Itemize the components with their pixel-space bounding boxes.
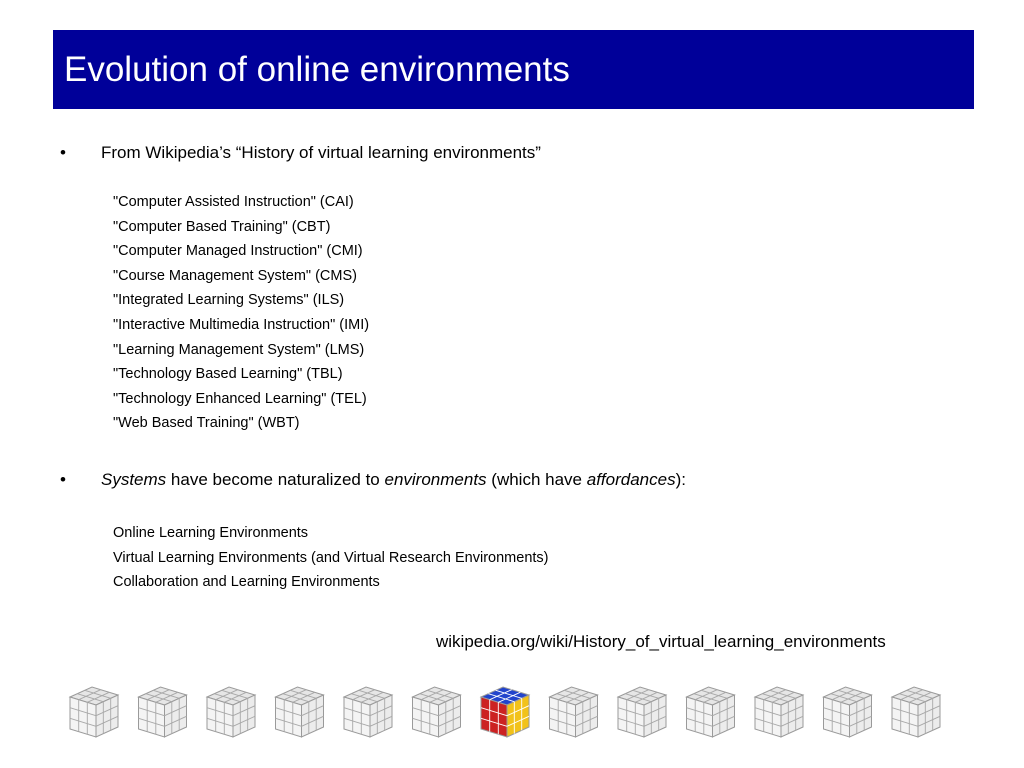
bullet-2-emphasis: Systems bbox=[101, 470, 167, 489]
cube-icon bbox=[618, 687, 666, 737]
cube-icon bbox=[70, 687, 118, 737]
cube-icon bbox=[207, 687, 255, 737]
bullet-2-segment: ): bbox=[675, 470, 686, 489]
cube-icon bbox=[139, 687, 187, 737]
cube-icon bbox=[824, 687, 872, 737]
title-bar bbox=[53, 30, 974, 109]
list-item: Online Learning Environments bbox=[113, 525, 309, 541]
cube-icon bbox=[413, 687, 461, 737]
list-item: "Learning Management System" (LMS) bbox=[113, 341, 365, 358]
bullet-1-sublist bbox=[113, 190, 369, 436]
list-item: Collaboration and Learning Environments bbox=[113, 574, 380, 591]
slide-title: Evolution of online environments bbox=[64, 50, 570, 89]
cube-icon bbox=[344, 687, 392, 737]
cube-strip bbox=[65, 681, 960, 743]
bullet-2-emphasis: affordances bbox=[586, 470, 676, 489]
list-item: "Technology Based Learning" (TBL) bbox=[113, 366, 343, 383]
bullet-2-text bbox=[101, 470, 686, 490]
bullet-2-sublist bbox=[113, 521, 549, 595]
bullet-marker: • bbox=[60, 143, 66, 162]
cube-icon bbox=[276, 687, 324, 737]
colored-cube-icon bbox=[481, 687, 529, 737]
bullet-1-text: From Wikipedia’s “History of virtual learning environments” bbox=[101, 143, 541, 162]
list-item: "Interactive Multimedia Instruction" (IMI) bbox=[113, 316, 370, 333]
list-item: Virtual Learning Environments (and Virtual Research Environments) bbox=[113, 549, 549, 566]
list-item: "Computer Assisted Instruction" (CAI) bbox=[113, 194, 354, 210]
list-item: "Integrated Learning Systems" (ILS) bbox=[113, 292, 345, 309]
bullet-marker: • bbox=[60, 470, 66, 489]
list-item: "Computer Managed Instruction" (CMI) bbox=[113, 243, 363, 260]
list-item: "Technology Enhanced Learning" (TEL) bbox=[113, 390, 367, 407]
list-item: "Course Management System" (CMS) bbox=[113, 267, 357, 284]
bullet-2-segment: (which have bbox=[486, 470, 587, 489]
list-item: "Web Based Training" (WBT) bbox=[113, 415, 300, 432]
source-link[interactable]: wikipedia.org/wiki/History_of_virtual_learning_environments bbox=[436, 632, 886, 651]
bullet-2-emphasis: environments bbox=[384, 470, 487, 489]
list-item: "Computer Based Training" (CBT) bbox=[113, 218, 331, 235]
cube-icon bbox=[550, 687, 598, 737]
cube-icon bbox=[687, 687, 735, 737]
bullet-2-segment: have become naturalized to bbox=[166, 470, 385, 489]
cube-icon bbox=[892, 687, 940, 737]
cube-icon bbox=[755, 687, 803, 737]
